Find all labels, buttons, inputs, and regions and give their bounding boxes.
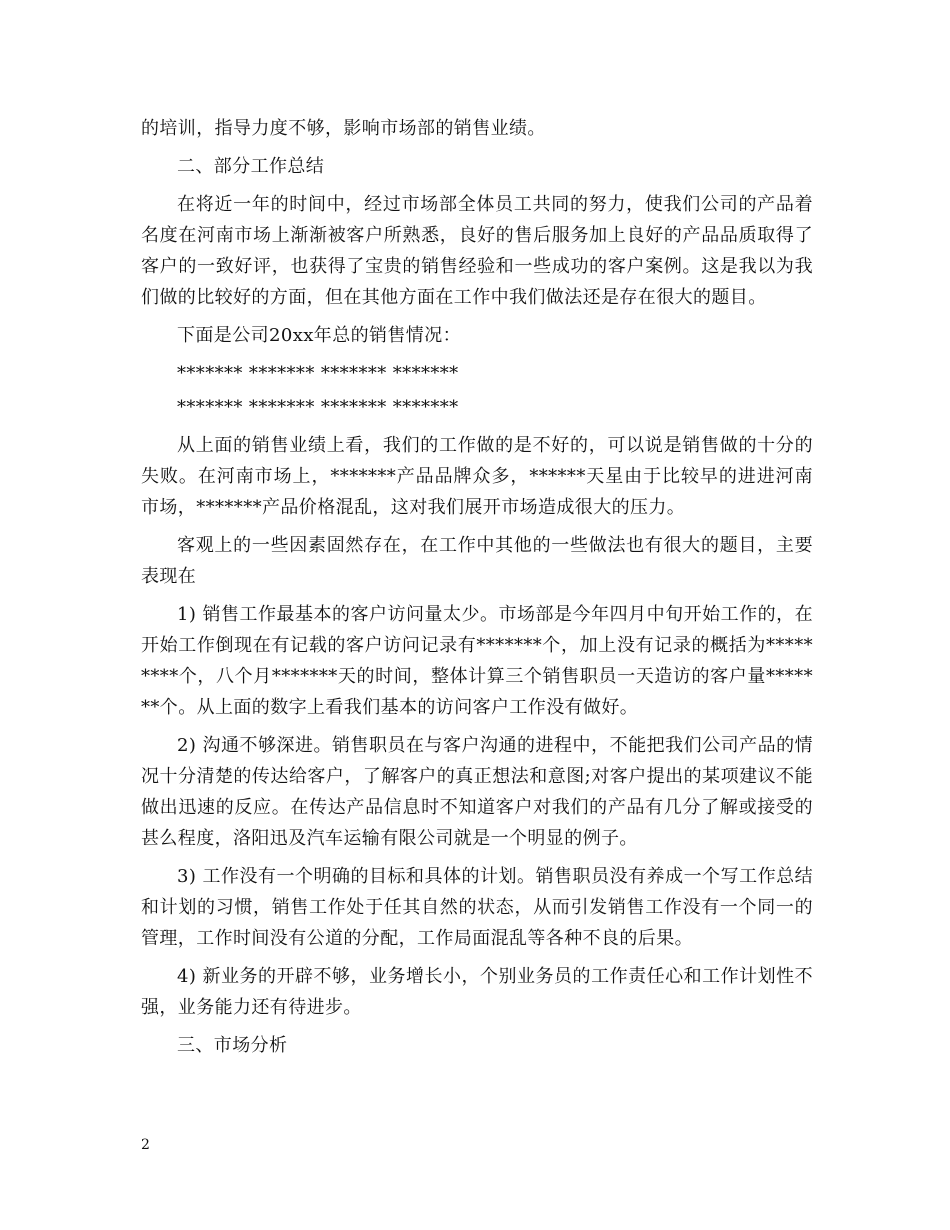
- list-item-communication: 2) 沟通不够深进。销售职员在与客户沟通的进程中，不能把我们公司产品的情况十分清楚的传达给客户，了解客户的真正想法和意图;对客户提出的某项建议不能做出迅速的反应。在传达产品信息时不知道客户对我们的产品有几分了解或接受的甚么程度，洛阳迅及汽车运输有限公司就是一个明显的例子。: [141, 735, 813, 849]
- paragraph-objective-factors: 客观上的一些因素固然存在，在工作中其他的一些做法也有很大的题目，主要表现在: [141, 535, 813, 587]
- page-number: 2: [141, 1137, 150, 1153]
- list-item-customer-visits: 1) 销售工作最基本的客户访问量太少。市场部是今年四月中旬开始工作的，在开始工作倒现在有记载的客户访问记录有*******个，加上没有记录的概括为*********个，八个月*******天的时间，整体计算三个销售职员一天造访的客户量*******个。从上面的数字上看我们基本的访问客户工作没有做好。: [141, 604, 813, 718]
- masked-sales-row: ******* ******* ******* *******: [177, 363, 459, 384]
- section-heading-market-analysis: 三、市场分析: [177, 1035, 288, 1056]
- paragraph-sales-performance: 从上面的销售业绩上看，我们的工作做的是不好的，可以说是销售做的十分的失败。在河南市场上，*******产品品牌众多，******天星由于比较早的进进河南市场，*******产品价格混乱，这对我们展开市场造成很大的压力。: [141, 435, 813, 518]
- paragraph-training-continuation: 的培训，指导力度不够，影响市场部的销售业绩。: [141, 118, 546, 139]
- section-heading-work-summary: 二、部分工作总结: [177, 156, 325, 177]
- document-body: [141, 113, 813, 1068]
- list-item-planning: 3) 工作没有一个明确的目标和具体的计划。销售职员没有养成一个写工作总结和计划的习惯，销售工作处于任其自然的状态，从而引发销售工作没有一个同一的管理，工作时间没有公道的分配，工作局面混乱等各种不良的后果。: [141, 866, 813, 949]
- paragraph-work-summary: 在将近一年的时间中，经过市场部全体员工共同的努力，使我们公司的产品着名度在河南市场上渐渐被客户所熟悉，良好的售后服务加上良好的产品品质取得了客户的一致好评，也获得了宝贵的销售经验和一些成功的客户案例。这是我以为我们做的比较好的方面，但在其他方面在工作中我们做法还是存在很大的题目。: [141, 194, 813, 308]
- masked-sales-row: ******* ******* ******* *******: [177, 397, 459, 418]
- paragraph-sales-intro: 下面是公司20xx年总的销售情况：: [177, 325, 462, 346]
- list-item-new-business: 4) 新业务的开辟不够，业务增长小，个别业务员的工作责任心和工作计划性不强，业务能力还有待进步。: [141, 966, 813, 1018]
